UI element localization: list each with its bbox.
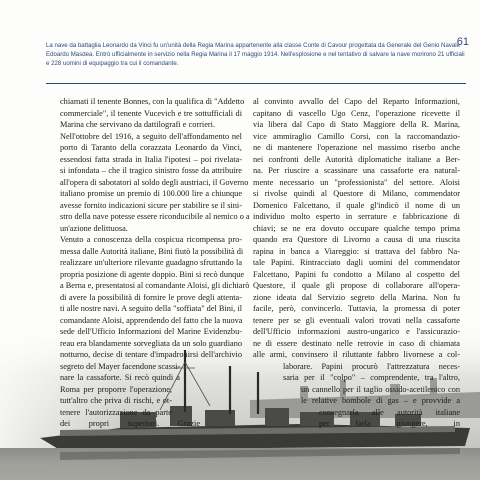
text-line: commerciale", il tenente Vucevich e tre sottufficiali di: [60, 108, 242, 118]
text-line: propria posizione di agente doppio. Bini si recò dunque: [60, 269, 245, 279]
text-line: stro della nave potesse essere riconducibile al nemico o a: [60, 212, 250, 221]
text-line: all'opera di sabotatori al soldo degli austriaci, il Governo: [60, 177, 249, 187]
text-line: segreto del Mayer facendone scassi-: [60, 361, 181, 371]
text-line: porto di Taranto della corazzata Leonardo da Vinci,: [60, 143, 242, 152]
text-line: rapina in banca a Viareggio: si trattava del fabbro Na-: [253, 246, 460, 256]
text-line: ne di mantenere l'operazione nel massimo riserbo anche: [253, 143, 460, 152]
text-line: nei confronti delle Autorità diplomatiche italiane a Ber-: [253, 154, 460, 164]
text-line: tenere per se gli eventuali valori trovati nella cassaforte: [253, 315, 460, 325]
text-line: facile, però, convincerlo. Tuttavia, la promessa di poter: [253, 304, 460, 313]
text-line: si rivolse quindi al Questore di Milano, commendator: [253, 189, 460, 198]
text-line: saria per il "colpo" – comprendente, tra l'altro,: [283, 373, 460, 382]
text-line: dei propri superiori. Grazie: [60, 419, 200, 428]
photo-caption: La nave da battaglia Leonardo da Vinci fu un'unità della Regia Marina appartenente alla classe Conte di Cavour progettata da Generale del Genio Navale Edoardo Masdea. Entrò ufficialmente in servizio nella Regia Marina il 17 maggio 1914. Nell'esplosione e nel tentativo di salvare la nave morirono 21 ufficiali e 228 uomini di equipaggio tra cui il comandante.: [46, 42, 465, 68]
text-line: chiavi; se ne era dovuto occupare qualche tempo prima: [253, 223, 460, 233]
text-line: tutt'altro che priva di rischi, e ot-: [60, 396, 172, 405]
text-line: al convinto avvallo del Capo del Reparto Informazioni,: [253, 97, 460, 106]
text-line: capitano di vascello Ugo Cenz, l'operazione ricevette il: [253, 108, 460, 118]
text-line: comandante Aloisi, apprendendo del fatto che la nuova: [60, 315, 243, 325]
text-line: tale Papini. Rintracciato dagli uomini del commendator: [253, 258, 460, 267]
text-column-left: [60, 96, 250, 430]
text-line: per farla giungere, in: [319, 419, 460, 428]
text-line: messa dalle Autorità italiane, Bini fiutò la possibilità di: [60, 246, 244, 256]
text-line: na. Per riuscire a scassinare una cassaforte era natural-: [253, 166, 460, 175]
text-line: chiamati il tenente Bonnes, con la qualifica di "Addetto: [60, 97, 245, 106]
text-line: consegnarla alle autorità italiane: [319, 407, 460, 417]
text-line: mente necessario un "professionista" del settore. Aloisi: [253, 177, 460, 187]
text-line: Nell'ottobre del 1916, a seguito dell'affondamento nel: [60, 131, 242, 141]
text-line: laborare. Papini procurò l'attrezzatura neces-: [283, 361, 460, 371]
text-line: quando era Questore di Livorno a causa di una riuscita: [253, 235, 460, 244]
text-line: ti alle nostre navi. A seguito della "soffiata" del Bini, il: [60, 304, 242, 313]
text-line: via libera dal Capo di Stato Maggiore della R. Marina,: [253, 120, 460, 129]
text-line: un'azione delittuosa.: [60, 223, 128, 233]
page-number: 61: [456, 36, 469, 48]
text-line: sede dell'Ufficio Informazioni del Marine Evidenzbu-: [60, 327, 242, 336]
text-line: un cannello per il taglio ossido-acetilenico con: [301, 384, 460, 394]
text-line: si infondata – che il tragico sinistro fosse da attribuire: [60, 166, 242, 175]
text-line: alle armi, convinsero il riluttante fabbro livornese a col-: [253, 350, 460, 359]
text-line: Domenico Falcettano, il quale gl'indicò il nome di un: [253, 200, 460, 210]
text-line: realizzare un'ulteriore rilevante guadagno sfruttando la: [60, 258, 242, 267]
text-line: notturno, decise di tentare d'impadronirsi dell'archivio: [60, 350, 242, 359]
text-line: dell'Ufficio informazioni austro-ungarico e l'assicurazio-: [253, 327, 460, 336]
text-line: vice ammiraglio Camillo Corsi, con la raccomandazio-: [253, 131, 460, 141]
text-line: ne di essere destinato nelle retrovie in caso di chiamata: [253, 338, 460, 348]
text-line: avesse fornito indicazioni sicure per stabilire se il sini-: [60, 200, 242, 210]
text-line: tenere l'autorizzazione da parte: [60, 407, 172, 417]
text-column-right: [253, 96, 460, 430]
text-line: Venuto a conoscenza della cospicua ricompensa pro-: [60, 235, 242, 244]
text-line: Questore, il quale gli propose di collaborare all'opera-: [253, 281, 460, 290]
text-line: Marina che servivano da dattilografi e corrieri.: [60, 120, 216, 129]
text-line: reau era blandamente sorvegliata da un solo guardiano: [60, 338, 242, 348]
text-line: italiano promise un premio di 100.000 lire a chiunque: [60, 189, 242, 198]
text-line: di avere la possibilità di fornire le prove degli attenta-: [60, 292, 242, 302]
text-line: Roma per proporre l'operazione,: [60, 384, 172, 394]
text-line: zione ideata dal Servizio segreto della Marina. Non fu: [253, 292, 460, 302]
text-line: essendosi fatta strada in Italia l'ipotesi – poi rivelata-: [60, 154, 242, 164]
text-line: a Berna e, presentatosi al comandante Aloisi, gli dichiarò: [60, 281, 250, 290]
text-line: nare la cassaforte. Si recò quindi a: [60, 373, 180, 382]
text-line: Falcettano, Papini fu condotto a Milano al cospetto del: [253, 269, 460, 279]
text-line: individuo molto esperto in serrature e fabbricazione di: [253, 212, 460, 221]
text-line: le relative bombole di gas – e provvide a: [301, 396, 460, 405]
caption-divider: [46, 83, 466, 84]
